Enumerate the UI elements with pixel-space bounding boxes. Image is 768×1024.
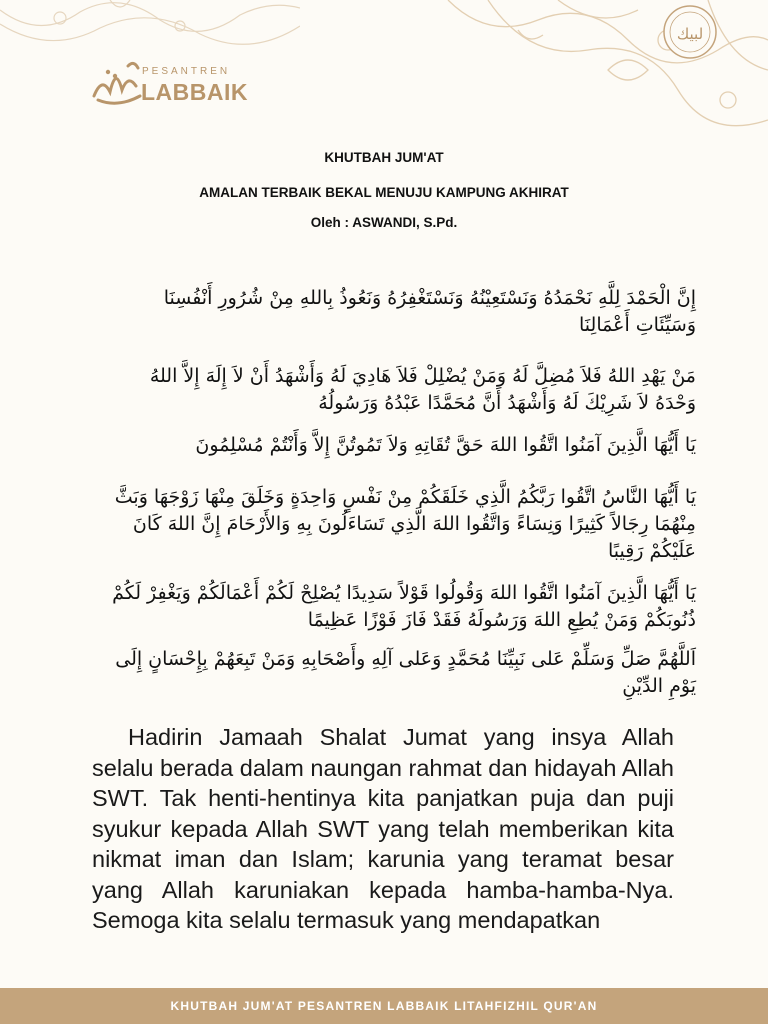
seal-mark: لبيك	[676, 25, 704, 43]
document-title: KHUTBAH JUM'AT	[324, 150, 444, 165]
body-paragraph: Hadirin Jamaah Shalat Jumat yang insya Allah selalu berada dalam naungan rahmat dan hidayah Allah SWT. Tak henti-hentinya kita panjatkan puja dan puji syukur kepada Allah SWT yang telah memberikan kita nikmat iman dan Islam; karunia yang teramat besar yang Allah karuniakan kepada hamba-hamba-Nya. Semoga kita selalu termasuk yang mendapatkan	[92, 724, 674, 933]
footer-text: KHUTBAH JUM'AT PESANTREN LABBAIK LITAHFIZHIL QUR'AN	[170, 999, 598, 1013]
page-footer	[0, 988, 768, 1024]
logo-main-text: LABBAIK	[141, 79, 248, 105]
arabic-paragraph-6: اَللَّهُمَّ صَلِّ وَسَلِّمْ عَلى نَبِيِّنَا مُحَمَّدٍ وَعَلى آلِهِ وأَصْحَابِهِ وَمَنْ تَبِعَهُمْ بِإِحْسَانٍ إِلَى يَوْمِ الدِّيْنِ	[115, 648, 696, 697]
corner-ornament-left	[0, 0, 300, 60]
document-author: Oleh : ASWANDI, S.Pd.	[310, 215, 458, 230]
arabic-paragraph-4: يَا أَيُّهَا النَّاسُ اتَّقُوا رَبَّكُمُ الَّذِي خَلَقَكُمْ مِنْ نَفْسٍ وَاحِدَةٍ وَخَلَقَ مِنْهَا زَوْجَهَا وَبَثَّ مِنْهُمَا رِجَالاً كَثِيرًا وَنِسَاءً وَاتَّقُوا اللهَ الَّذِي تَسَاءَلُونَ بِهِ وَالأَرْحَامَ إِنَّ اللهَ كَانَ عَلَيْكُمْ رَقِيبًا	[114, 486, 696, 562]
corner-ornament-right	[428, 0, 768, 160]
arabic-paragraph-1: إِنَّ الْحَمْدَ لِلَّهِ نَحْمَدُهُ وَنَسْتَعِيْنُهُ وَنَسْتَغْفِرُهُ وَنَعُوذُ بِاللهِ مِنْ شُرُورِ أَنْفُسِنَا وَسَيِّئَاتِ أَعْمَالِنَا	[163, 287, 696, 336]
arabic-paragraph-2: مَنْ يَهْدِ اللهُ فَلاَ مُضِلَّ لَهُ وَمَنْ يُضْلِلْ فَلاَ هَادِيَ لَهُ وَأَشْهَدُ أَنْ لاَ إِلَهَ إِلاَّ اللهُ وَحْدَهُ لاَ شَرِيْكَ لَهُ وَأَشْهَدُ أَنَّ مُحَمَّدًا عَبْدُهُ وَرَسُولُهُ	[149, 365, 696, 414]
document-subtitle: AMALAN TERBAIK BEKAL MENUJU KAMPUNG AKHIRAT	[199, 185, 569, 200]
pesantren-logo	[88, 52, 248, 112]
arabic-paragraph-3: يَا أَيُّهَا الَّذِينَ آمَنُوا اتَّقُوا اللهَ حَقَّ تُقَاتِهِ وَلاَ تَمُوتُنَّ إِلاَّ وَأَنْتُمْ مُسْلِمُونَ	[195, 434, 696, 456]
arabic-paragraph-5: يَا أَيُّهَا الَّذِينَ آمَنُوا اتَّقُوا اللهَ وَقُولُوا قَوْلاً سَدِيدًا يُصْلِحْ لَكُمْ أَعْمَالَكُمْ وَيَغْفِرْ لَكُمْ ذُنُوبَكُمْ وَمَنْ يُطِعِ اللهَ وَرَسُولَهُ فَقَدْ فَازَ فَوْزًا عَظِيمًا	[112, 582, 696, 631]
logo-calligraphy-icon	[88, 56, 146, 108]
logo-top-text: PESANTREN	[142, 66, 231, 77]
